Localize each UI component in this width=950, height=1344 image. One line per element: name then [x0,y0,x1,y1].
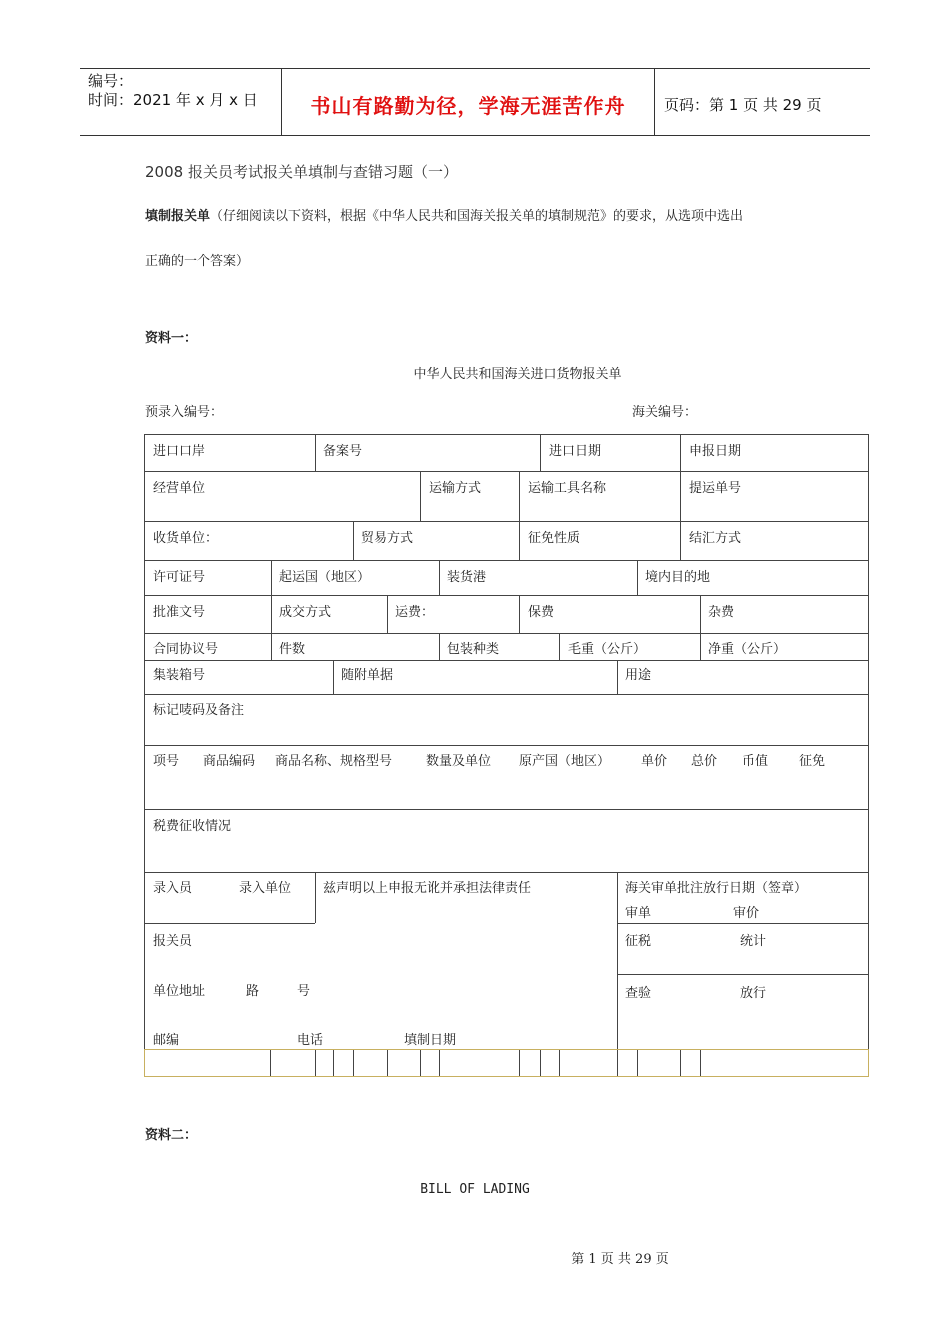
road-label: 路 [246,984,260,999]
operating-unit: 经营单位 [153,481,206,496]
container-number: 集装箱号 [153,668,206,683]
unit-address: 单位地址 [153,984,206,999]
time-label: 时间：2021 年 x 月 x 日 [88,91,258,109]
usage: 用途 [625,668,652,683]
port-of-entry: 进口口岸 [153,444,206,459]
col-currency: 币值 [742,754,769,769]
material-1-label: 资料一： [145,331,198,346]
col-exemption: 征免 [799,754,826,769]
header-divider [654,68,655,135]
package-type: 包装种类 [447,642,500,657]
col-item-no: 项号 [153,754,180,769]
declare-date: 申报日期 [689,444,742,459]
col-goods-name: 商品名称、规格型号 [275,754,393,769]
release: 放行 [740,986,767,1001]
form-title: 中华人民共和国海关进口货物报关单 [413,367,622,382]
entry-clerk: 录入员 [153,881,193,896]
freight: 运费： [395,605,435,620]
inspection: 查验 [625,986,652,1001]
pieces: 件数 [279,642,306,657]
col-origin: 原产国（地区） [519,754,611,769]
price-review: 审价 [733,906,760,921]
pre-entry-number: 预录入编号： [145,405,224,420]
import-date: 进口日期 [549,444,602,459]
motto: 书山有路勤为径，学海无涯苦作舟 [310,94,626,118]
customs-number: 海关编号： [632,405,698,420]
net-weight: 净重（公斤） [708,642,787,657]
customs-approval: 海关审单批注放行日期（签章） [625,881,808,896]
vessel-name: 运输工具名称 [528,481,607,496]
tax-levy: 征税 [625,934,652,949]
postcode: 邮编 [153,1033,180,1048]
misc-fees: 杂费 [708,605,735,620]
bill-number: 提运单号 [689,481,742,496]
loading-port: 装货港 [447,570,487,585]
instruction-line2: 正确的一个答案） [145,254,250,269]
contract-number: 合同协议号 [153,642,219,657]
phone: 电话 [297,1033,324,1048]
header-bottom-rule [80,135,870,136]
tax-status: 税费征收情况 [153,819,232,834]
header-top-rule [80,68,870,69]
col-unit-price: 单价 [641,754,668,769]
origin-country: 起运国（地区） [279,570,371,585]
code-label: 编号： [88,72,134,90]
settlement-mode: 结汇方式 [689,531,742,546]
col-hs-code: 商品编码 [203,754,256,769]
fill-date: 填制日期 [404,1033,457,1048]
license-number: 许可证号 [153,570,206,585]
record-number: 备案号 [323,444,363,459]
page-info: 页码：第 1 页 共 29 页 [664,96,822,114]
instruction [145,205,743,224]
instruction-text: （仔细阅读以下资料，根据《中华人民共和国海关报关单的填制规范》的要求，从选项中选出 [210,209,744,224]
domestic-destination: 境内目的地 [645,570,711,585]
trade-mode: 贸易方式 [361,531,414,546]
bottom-strip [144,1049,869,1077]
bill-of-lading-title: BILL OF LADING [420,1182,530,1197]
col-total-price: 总价 [691,754,718,769]
transaction-mode: 成交方式 [279,605,332,620]
approval-number: 批准文号 [153,605,206,620]
gross-weight: 毛重（公斤） [568,642,647,657]
page-footer: 第 1 页 共 29 页 [571,1252,669,1267]
declaration-statement: 兹声明以上申报无讹并承担法律责任 [323,881,532,896]
attached-documents: 随附单据 [341,668,394,683]
instruction-bold: 填制报关单 [145,209,211,224]
consignee: 收货单位： [153,531,219,546]
col-quantity-unit: 数量及单位 [426,754,492,769]
exemption-nature: 征免性质 [528,531,581,546]
number-label: 号 [297,984,311,999]
entry-unit: 录入单位 [239,881,292,896]
insurance: 保费 [528,605,555,620]
statistics: 统计 [740,934,767,949]
material-2-label: 资料二： [145,1128,198,1143]
transport-mode: 运输方式 [429,481,482,496]
document-review: 审单 [625,906,652,921]
customs-broker: 报关员 [153,934,193,949]
marks-remarks: 标记唛码及备注 [153,703,245,718]
document-title: 2008 报关员考试报关单填制与查错习题（一） [145,163,458,181]
